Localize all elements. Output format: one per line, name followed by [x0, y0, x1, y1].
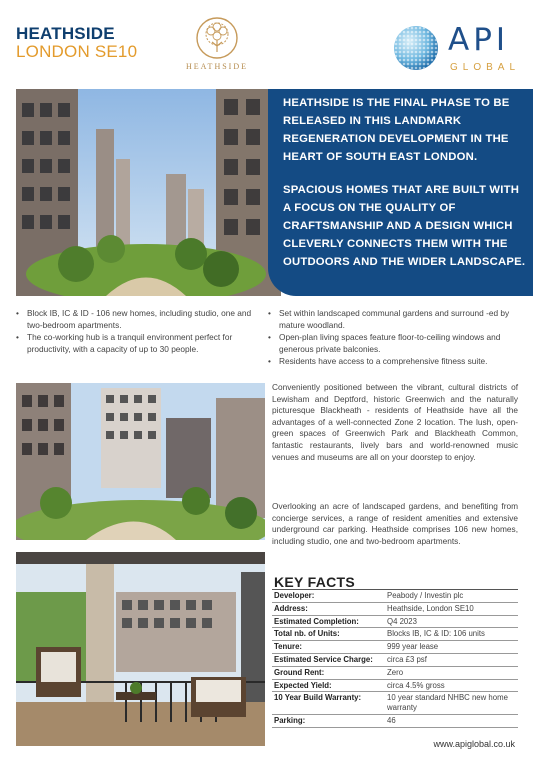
- list-item: • The co-working hub is a tranquil environment perfect for productivity, with a capacity of up to 30 people.: [16, 332, 266, 355]
- fact-value: Heathside, London SE10: [385, 602, 518, 615]
- table-row: [272, 666, 518, 679]
- list-item: • Open-plan living spaces feature floor-to-ceiling windows and generous private balconies.: [268, 332, 523, 355]
- list-item: • Block IB, IC & ID - 106 new homes, including studio, one and two-bedroom apartments.: [16, 308, 266, 331]
- heathside-logo: [182, 16, 252, 71]
- fact-value: 999 year lease: [385, 641, 518, 654]
- fact-label: 10 Year Build Warranty:: [272, 692, 385, 715]
- tree-emblem-icon: [195, 16, 239, 60]
- body-paragraph-1: Conveniently positioned between the vibrant, cultural districts of Lewisham and Deptford, historic Greenwich and the naturally picturesque Blackheath - residents of Heathside have all the advantages of a well-connected Zone 2 location. The lush, open-green spaces of Greenwich Park and Blackheath Common, fantastic restaurants, lively bars and world-renowned music venues and museums are all on your doorstep to enjoy.: [272, 382, 518, 462]
- fact-label: Address:: [272, 602, 385, 615]
- intro-panel: [268, 89, 533, 296]
- global-logo-text: GLOBAL: [450, 62, 521, 73]
- fact-label: Tenure:: [272, 641, 385, 654]
- table-row: [272, 615, 518, 628]
- balcony-image: [16, 552, 265, 746]
- bullet-list-left: [16, 308, 266, 356]
- fact-value: Zero: [385, 666, 518, 679]
- page-title: [16, 25, 137, 61]
- fact-value: 10 year standard NHBC new home warranty: [385, 692, 518, 715]
- fact-label: Estimated Service Charge:: [272, 653, 385, 666]
- intro-paragraph-1: HEATHSIDE IS THE FINAL PHASE TO BE RELEASED IN THIS LANDMARK REGENERATION DEVELOPMENT IN THE HEART OF SOUTH EAST LONDON.: [283, 97, 510, 163]
- garden-courtyard-image: [16, 383, 265, 540]
- api-logo-text: API: [448, 22, 510, 58]
- table-row: [272, 590, 518, 603]
- bullet-list-right: [268, 308, 523, 369]
- table-row: [272, 714, 518, 727]
- hero-image-courtyard: [16, 89, 281, 296]
- fact-value: 46: [385, 714, 518, 727]
- website-link[interactable]: www.apiglobal.co.uk: [433, 739, 515, 749]
- fact-value: circa 4.5% gross: [385, 679, 518, 692]
- fact-label: Ground Rent:: [272, 666, 385, 679]
- list-item: • Set within landscaped communal gardens and surround -ed by mature woodland.: [268, 308, 523, 331]
- intro-paragraph-2: SPACIOUS HOMES THAT ARE BUILT WITH A FOCUS ON THE QUALITY OF CRAFTSMANSHIP AND A DESIGN WHICH CLEVERLY CONNECTS THEM WITH THE OUTDOORS AND THE WIDER LANDSCAPE.: [283, 184, 526, 268]
- fact-value: Q4 2023: [385, 615, 518, 628]
- key-facts-heading: KEY FACTS: [274, 574, 356, 590]
- title-line-2: LONDON SE10: [16, 41, 138, 61]
- fact-label: Total nb. of Units:: [272, 628, 385, 641]
- heathside-logo-text: HEATHSIDE: [186, 62, 248, 71]
- api-global-logo: [390, 22, 520, 78]
- table-row: [272, 641, 518, 654]
- fact-label: Expected Yield:: [272, 679, 385, 692]
- fact-label: Developer:: [272, 590, 385, 603]
- table-row: [272, 653, 518, 666]
- body-paragraph-2: Overlooking an acre of landscaped gardens, and benefiting from concierge services, a range of resident amenities and extensive underground car parking. Heathside comprises 106 new homes, including studio, one and two-bedroom apartments.: [272, 501, 518, 546]
- table-row: [272, 679, 518, 692]
- key-facts-table: [272, 589, 518, 728]
- title-line-1: HEATHSIDE: [16, 24, 115, 43]
- list-item: • Residents have access to a comprehensive fitness suite.: [268, 356, 523, 368]
- fact-value: Peabody / Investin plc: [385, 590, 518, 603]
- table-row: [272, 692, 518, 715]
- fact-label: Estimated Completion:: [272, 615, 385, 628]
- fact-value: circa £3 psf: [385, 653, 518, 666]
- fact-label: Parking:: [272, 714, 385, 727]
- sphere-logo-icon: [390, 22, 446, 78]
- table-row: [272, 602, 518, 615]
- table-row: [272, 628, 518, 641]
- fact-value: Blocks IB, IC & ID: 106 units: [385, 628, 518, 641]
